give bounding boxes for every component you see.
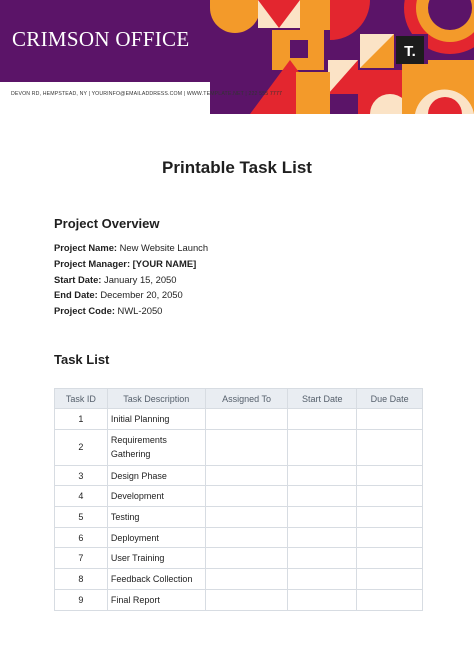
table-header-row — [55, 389, 423, 409]
page-title: Printable Task List — [162, 158, 312, 177]
cell-task-description: Initial Planning — [107, 409, 205, 430]
header-task-description: Task Description — [107, 389, 205, 409]
table-row — [55, 589, 423, 610]
cell-assigned-to — [205, 589, 288, 610]
cell-task-description: Requirements Gathering — [107, 429, 205, 465]
task-table — [54, 388, 423, 611]
cell-task-description: Deployment — [107, 527, 205, 548]
cell-task-description: User Training — [107, 548, 205, 569]
cell-assigned-to — [205, 486, 288, 507]
table-row — [55, 569, 423, 590]
cell-due-date — [357, 548, 423, 569]
cell-assigned-to — [205, 429, 288, 465]
overview-project-manager — [54, 258, 196, 269]
table-row — [55, 429, 423, 465]
overview-end-date — [54, 289, 183, 300]
overview-project-name — [54, 242, 208, 253]
header-assigned-to: Assigned To — [205, 389, 288, 409]
cell-start-date — [288, 465, 357, 486]
cell-assigned-to — [205, 409, 288, 430]
logo-letter: T. — [404, 43, 416, 60]
table-row — [55, 507, 423, 528]
overview-value: December 20, 2050 — [97, 289, 183, 300]
table-row — [55, 465, 423, 486]
cell-task-id: 2 — [55, 429, 108, 465]
overview-label: Project Code: — [54, 305, 115, 316]
cell-task-description: Feedback Collection — [107, 569, 205, 590]
cell-start-date — [288, 429, 357, 465]
cell-task-id: 5 — [55, 507, 108, 528]
cell-task-id: 7 — [55, 548, 108, 569]
table-row — [55, 486, 423, 507]
cell-due-date — [357, 465, 423, 486]
cell-due-date — [357, 589, 423, 610]
cell-assigned-to — [205, 527, 288, 548]
cell-task-id: 6 — [55, 527, 108, 548]
cell-task-description: Final Report — [107, 589, 205, 610]
table-row — [55, 409, 423, 430]
contact-line: DEVON RD, HEMPSTEAD, NY | YOURINFO@EMAILADDRESS.COM | WWW.TEMPLATE.NET | 222 555 7777 — [11, 91, 283, 97]
cell-due-date — [357, 527, 423, 548]
table-row — [55, 548, 423, 569]
header-task-id: Task ID — [55, 389, 108, 409]
cell-task-id: 9 — [55, 589, 108, 610]
overview-start-date — [54, 274, 176, 285]
cell-task-id: 1 — [55, 409, 108, 430]
cell-due-date — [357, 409, 423, 430]
cell-task-id: 4 — [55, 486, 108, 507]
cell-task-id: 3 — [55, 465, 108, 486]
brand-name: CRIMSON OFFICE — [12, 27, 190, 51]
cell-start-date — [288, 507, 357, 528]
overview-project-code — [54, 305, 162, 316]
cell-task-id: 8 — [55, 569, 108, 590]
header-due-date: Due Date — [357, 389, 423, 409]
overview-label: Project Manager: [YOUR NAME] — [54, 258, 197, 269]
cell-assigned-to — [205, 548, 288, 569]
overview-value: New Website Launch — [117, 242, 209, 253]
header-start-date: Start Date — [288, 389, 357, 409]
cell-start-date — [288, 409, 357, 430]
cell-start-date — [288, 589, 357, 610]
cell-due-date — [357, 486, 423, 507]
overview-value: NWL-2050 — [114, 305, 163, 316]
cell-task-description: Development — [107, 486, 205, 507]
cell-assigned-to — [205, 569, 288, 590]
overview-label: Project Name: — [54, 242, 118, 253]
overview-value: January 15, 2050 — [101, 274, 177, 285]
cell-task-description: Design Phase — [107, 465, 205, 486]
cell-due-date — [357, 569, 423, 590]
cell-due-date — [357, 429, 423, 465]
cell-assigned-to — [205, 507, 288, 528]
cell-due-date — [357, 507, 423, 528]
task-list-heading: Task List — [54, 352, 110, 367]
cell-start-date — [288, 548, 357, 569]
overview-label: Start Date: — [54, 274, 102, 285]
cell-assigned-to — [205, 465, 288, 486]
overview-label: End Date: — [54, 289, 98, 300]
cell-start-date — [288, 569, 357, 590]
cell-start-date — [288, 486, 357, 507]
cell-task-description: Testing — [107, 507, 205, 528]
cell-start-date — [288, 527, 357, 548]
overview-heading: Project Overview — [54, 216, 160, 231]
table-row — [55, 527, 423, 548]
